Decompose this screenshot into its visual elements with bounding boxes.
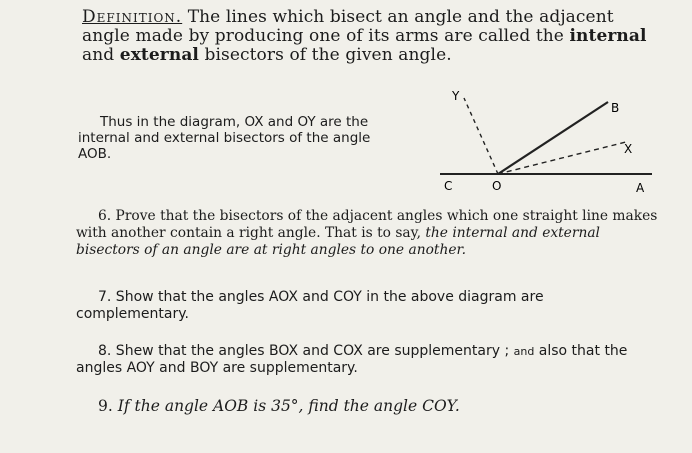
- label-b: B: [611, 101, 620, 115]
- label-y: Y: [452, 89, 460, 103]
- arm-ob: [498, 102, 608, 174]
- definition-paragraph: [82, 8, 652, 65]
- problem-6: [76, 208, 660, 259]
- term-internal: internal: [569, 26, 647, 46]
- definition-heading: Definition.: [82, 7, 183, 27]
- problem-7: [76, 289, 660, 323]
- problem-7-number: 7.: [98, 289, 112, 305]
- term-external: external: [119, 45, 199, 65]
- problem-6-text: Prove that the bisectors of the adjacent angles which one straight line makes with another contain a right angle. That is to say,: [76, 208, 658, 241]
- label-x: X: [624, 142, 633, 156]
- problem-8-text-2: also that the angles AOY and BOY are supplementary.: [76, 343, 628, 376]
- problem-9-text: If the angle AOB is 35°, find the angle COY.: [112, 397, 460, 415]
- problem-8-text: Shew that the angles BOX and COX are supplementary ;: [111, 343, 514, 359]
- label-o: O: [492, 179, 502, 193]
- illustration-note: [78, 114, 438, 162]
- definition-text-3: bisectors of the given angle.: [199, 45, 452, 65]
- definition-text-2: and: [82, 45, 120, 65]
- bisector-oy: [464, 98, 498, 174]
- note-line-3: AOB.: [78, 146, 112, 162]
- problem-9-number: 9.: [98, 397, 113, 415]
- problem-8: [76, 343, 660, 377]
- note-line-1: Thus in the diagram, OX and OY are the: [100, 114, 369, 130]
- problem-7-text: Show that the angles AOX and COY in the above diagram are complementary.: [76, 289, 544, 322]
- definition-text-1: The lines which bisect an angle and the adjacent angle made by producing one of its arms are called the: [82, 7, 614, 46]
- problem-9: [76, 398, 660, 415]
- problem-8-number: 8.: [98, 343, 112, 359]
- note-line-2: internal and external bisectors of the angle: [78, 130, 371, 146]
- label-a: A: [636, 181, 645, 195]
- bisector-diagram: [430, 86, 660, 198]
- bisector-ox: [498, 142, 626, 174]
- label-c: C: [444, 179, 453, 193]
- problem-8-and: and: [513, 345, 535, 358]
- problem-6-number: 6.: [98, 208, 112, 224]
- problem-6-italic: the internal and external bisectors of an angle are at right angles to one another.: [76, 225, 600, 258]
